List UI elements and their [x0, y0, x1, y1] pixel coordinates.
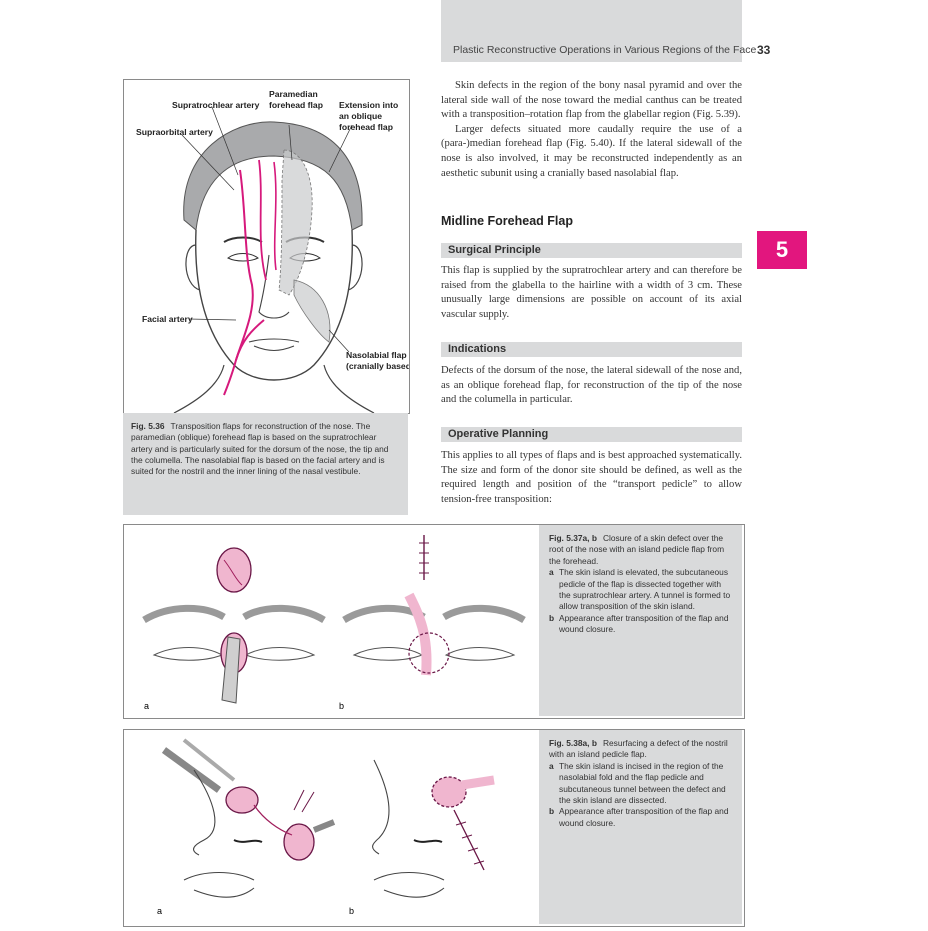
figure-5-37-caption [539, 525, 742, 716]
label-extension-3: forehead flap [339, 122, 393, 132]
panel-b-label: b [349, 906, 355, 916]
figure-5-37-illustration [124, 525, 539, 718]
caption-item-a: a The skin island is incised in the region of the nasolabial fold and the flap pedicle and subcutaneous tunnel between the defect and the skin island are dissected. [549, 760, 726, 806]
figure-5-38-caption [539, 730, 742, 924]
label-nasolabial-1: Nasolabial flap [346, 350, 407, 360]
subhead-indications: Indications [441, 342, 742, 357]
caption-item-b: b Appearance after transposition of the flap and wound closure. [549, 612, 729, 635]
caption-intro: Closure of a skin defect over the root of the nose with an island pedicle flap from the forehead. [549, 533, 725, 566]
paragraph-indications: Defects of the dorsum of the nose, the lateral sidewall of the nose and, as an oblique forehead flap, for reconstruction of the tip of the nose and the columella in particular. [441, 365, 742, 406]
page-number: 33 [757, 43, 771, 57]
label-supratrochlear: Supratrochlear artery [172, 100, 260, 110]
paragraph-2: Larger defects situated more caudally require the use of a (para-)median forehead flap (Fig. 5.40). If the lateral sidewall of the nose is also involved, it may be reconstructed independently as an aesthetic subunit using a cranially based nasolabial flap. [441, 123, 742, 179]
caption-item-a: a The skin island is elevated, the subcutaneous pedicle of the flap is dissected together with the supratrochlear artery. A tunnel is formed to allow transposition of the skin island. [549, 567, 731, 612]
intro-text [441, 79, 742, 181]
panel-a-label: a [144, 701, 150, 711]
subhead-operative-planning: Operative Planning [441, 427, 742, 442]
figure-5-38-illustration [124, 730, 539, 926]
label-facial: Facial artery [142, 314, 193, 324]
label-nasolabial-2: (cranially based) [346, 361, 409, 371]
chapter-tab: 5 [757, 231, 807, 269]
paragraph-surgical: This flap is supplied by the supratrochlear artery and can therefore be raised from the glabella to the hairline with a width of 3 cm. These unusually large dimensions are possible on account of its axial vascular supply. [441, 265, 742, 320]
figure-5-36-caption [123, 413, 408, 515]
section-heading: Midline Forehead Flap [441, 214, 573, 228]
caption-label: Fig. 5.36 [131, 421, 165, 431]
label-extension-1: Extension into [339, 100, 399, 110]
caption-label: Fig. 5.38a, b [549, 738, 597, 748]
panel-b-label: b [339, 701, 345, 711]
label-paramedian-2: forehead flap [269, 100, 323, 110]
face-illustration [124, 80, 409, 413]
paragraph-planning: This applies to all types of flaps and is best approached systematically. The size and form of the donor site should be defined, as well as the required length and position of the “transport pedicle” to allow tension-free transposition: [441, 450, 742, 505]
caption-intro: Resurfacing a defect of the nostril with an island pedicle flap. [549, 738, 728, 760]
caption-item-b: b Appearance after transposition of the flap and wound closure. [549, 806, 729, 828]
label-paramedian-1: Paramedian [269, 89, 318, 99]
label-supraorbital: Supraorbital artery [136, 127, 213, 137]
paragraph-1: Skin defects in the region of the bony nasal pyramid and over the lateral side wall of the nose toward the medial canthus can be treated with a transposition–rotation flap from the glabellar region (Fig. 5.39). [441, 80, 742, 121]
caption-label: Fig. 5.37a, b [549, 533, 597, 543]
label-extension-2: an oblique [339, 111, 382, 121]
caption-text: Transposition flaps for reconstruction of the nose. The paramedian (oblique) forehead flap is based on the supratrochlear artery and is particularly suited for the dorsum of the nose, the tip and the columella. The nasolabial flap is based on the facial artery and is suited for the nostril and the inner lining of the nasal vestibule. [131, 421, 389, 477]
subhead-surgical-principle: Surgical Principle [441, 243, 742, 258]
panel-a-label: a [157, 906, 163, 916]
running-title: Plastic Reconstructive Operations in Various Regions of the Face [453, 44, 757, 56]
figure-5-36 [123, 79, 410, 414]
